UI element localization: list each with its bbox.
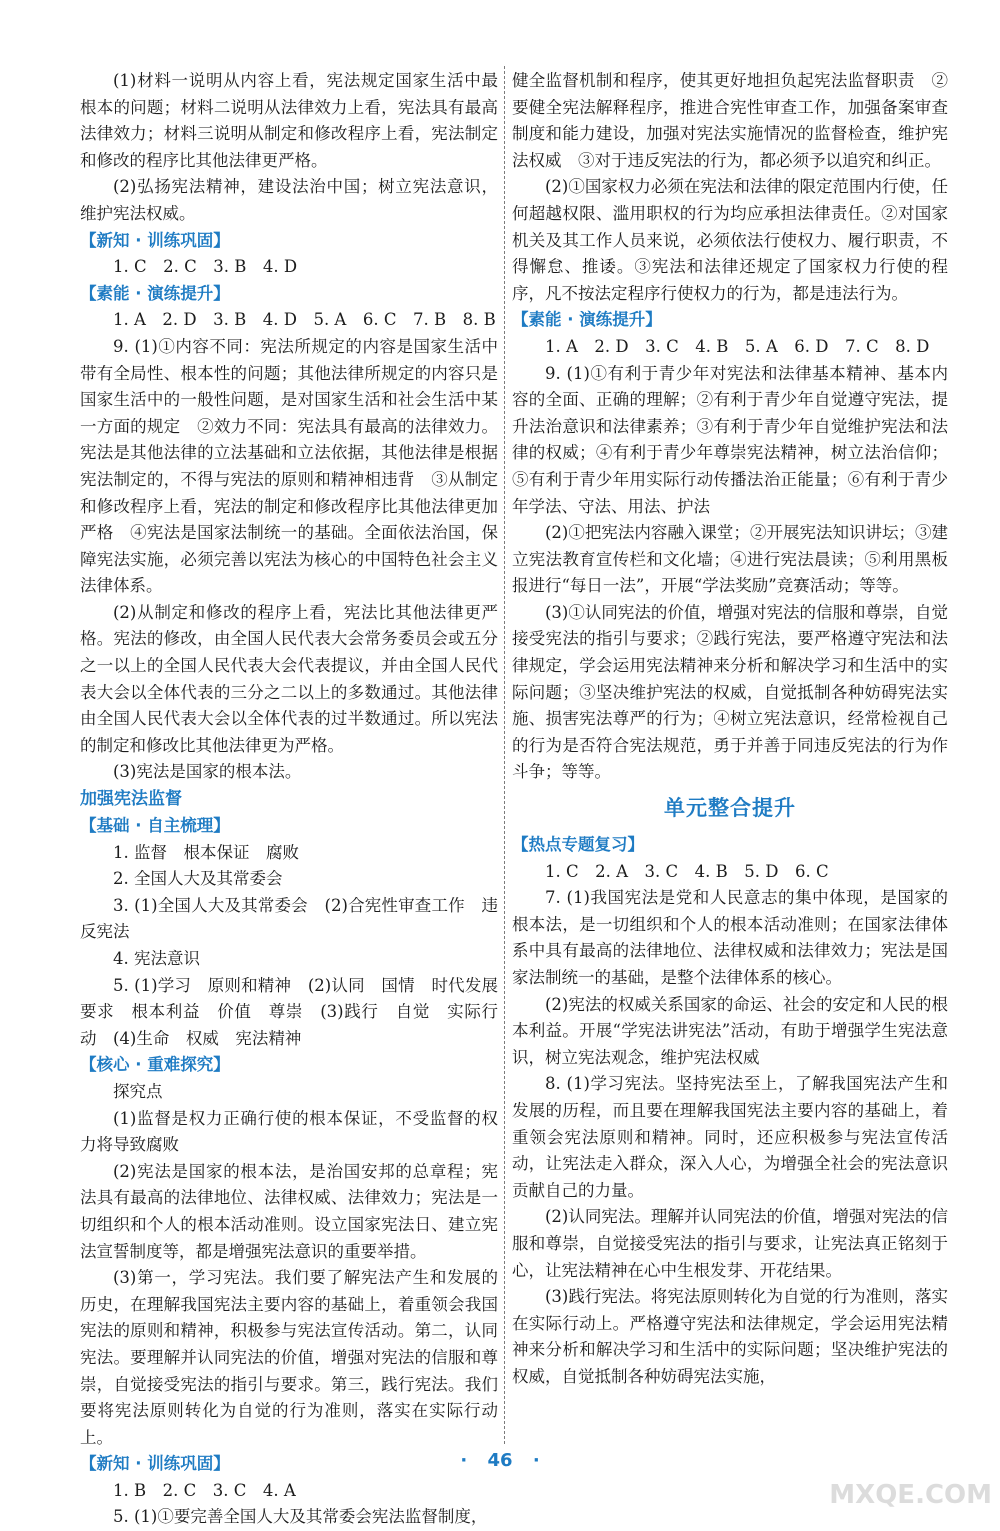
unit-title: 单元整合提升 <box>664 796 796 821</box>
choice-answers: 1. C 2. C 3. B 4. D <box>113 257 298 277</box>
answer-paragraph: (1)材料一说明从内容上看，宪法规定国家生活中最根本的问题；材料二说明从法律效力上看，宪法具有最高法律效力；材料三说明从制定和修改程序上看，宪法制定和修改的程序比其他法律更严格。 <box>80 71 498 170</box>
fill-answer: 1. 监督 根本保证 腐败 <box>113 842 299 862</box>
answer-paragraph: (2)弘扬宪法精神，建设法治中国；树立宪法意识，维护宪法权威。 <box>80 177 498 223</box>
page-footer <box>0 1450 1000 1471</box>
subheading-new-knowledge: 【新知 · 训练巩固】 <box>80 230 230 250</box>
subheading-hot-topics: 【热点专题复习】 <box>512 835 644 855</box>
choice-answers: 1. C 2. A 3. C 4. B 5. D 6. C <box>545 861 829 881</box>
answer-paragraph: (2)①把宪法内容融入课堂；②开展宪法知识讲坛；③建立宪法教育宣传栏和文化墙；④进行宪法晨读；⑤利用黑板报进行“每日一法”，开展“学法奖励”竞赛活动；等等。 <box>512 523 948 596</box>
answer-paragraph: (1)监督是权力正确行使的根本保证，不受监督的权力将导致腐败 <box>80 1108 498 1155</box>
footer-dot: · <box>460 1450 468 1471</box>
answer-paragraph: 8. (1)学习宪法。坚持宪法至上，了解我国宪法产生和发展的历程，而且要在理解我国宪法主要内容的基础上，着重领会宪法原则和精神。同时，还应积极参与宪法宣传活动，让宪法走入群众，深入人心，为增强全社会的宪法意识贡献自己的力量。 <box>512 1074 948 1200</box>
fill-answer: 2. 全国人大及其常委会 <box>113 869 283 889</box>
answer-paragraph: 5. (1)①要完善全国人大及其常委会宪法监督制度， <box>113 1507 488 1527</box>
page-number: 46 <box>487 1450 513 1471</box>
right-column <box>512 68 948 1391</box>
choice-answers: 1. A 2. D 3. B 4. D 5. A 6. C 7. B 8. B <box>113 310 496 330</box>
fill-answer: 3. (1)全国人大及其常委会 (2)合宪性审查工作 违反宪法 <box>80 895 498 942</box>
watermark-logo: MXQE.COM <box>829 1480 992 1510</box>
subheading-new-knowledge: 【新知 · 训练巩固】 <box>80 1454 230 1474</box>
answer-paragraph: (2)从制定和修改的程序上看，宪法比其他法律更严格。宪法的修改，由全国人民代表大会常务委员会或五分之一以上的全国人民代表大会代表提议，并由全国人民代表大会以全体代表的三分之二以上的多数通过。其他法律由全国人民代表大会以全体代表的过半数通过。所以宪法的制定和修改比其他法律更为严格。 <box>80 602 498 755</box>
subheading-ability: 【素能 · 演练提升】 <box>80 283 230 303</box>
answer-paragraph: (2)认同宪法。理解并认同宪法的价值，增强对宪法的信服和尊崇，自觉接受宪法的指引与要求，让宪法真正铭刻于心，让宪法精神在心中生根发芽、开花结果。 <box>512 1207 948 1280</box>
answer-paragraph: (2)①国家权力必须在宪法和法律的限定范围内行使，任何超越权限、滥用职权的行为均应承担法律责任。②对国家机关及其工作人员来说，必须依法行使权力、履行职责，不得懈怠、推诿。③宪法和法律还规定了国家权力行使的程序，凡不按法定程序行使权力的行为，都是违法行为。 <box>512 177 948 303</box>
choice-answers: 1. B 2. C 3. C 4. A <box>113 1480 296 1500</box>
answer-paragraph: (3)①认同宪法的价值，增强对宪法的信服和尊崇，自觉接受宪法的指引与要求；②践行宪法，要严格遵守宪法和法律规定，学会运用宪法精神来分析和解决学习和生活中的实际问题；③坚决维护宪法的权威，自觉抵制各种妨碍宪法实施、损害宪法尊严的行为；④树立宪法意识，经常检视自己的行为是否符合宪法规范，勇于并善于同违反宪法的行为作斗争；等等。 <box>512 602 948 782</box>
subheading-basics: 【基础 · 自主梳理】 <box>80 816 230 836</box>
answer-paragraph: 7. (1)我国宪法是党和人民意志的集中体现，是国家的根本法，是一切组织和个人的根本活动准则；在国家法律体系中具有最高的法律地位、法律权威和法律效力；宪法是国家法制统一的基础，是整个法律体系的核心。 <box>512 888 948 987</box>
answer-paragraph: (3)践行宪法。将宪法原则转化为自觉的行为准则，落实在实际行动上。严格遵守宪法和法律规定，学会运用宪法精神来分析和解决学习和生活中的实际问题；坚决维护宪法的权威，自觉抵制各种妨碍宪法实施， <box>512 1287 948 1386</box>
subheading-core: 【核心 · 重难探究】 <box>80 1055 230 1075</box>
answer-paragraph: 9. (1)①内容不同：宪法所规定的内容是国家生活中带有全局性、根本性的问题；其他法律所规定的内容只是国家生活中的一般性问题，是对国家生活和社会生活中某一方面的规定 ②效力不同：宪法具有最高的法律效力。宪法是其他法律的立法基础和立法依据，其他法律是根据宪法制定的，不得与宪法的原则和精神相违背 ③从制定和修改程序上看，宪法的制定和修改程序比其他法律更加严格 ④宪法是国家法制统一的基础。全面依法治国，保障宪法实施，必须完善以宪法为核心的中国特色社会主义法律体系。 <box>80 336 498 596</box>
left-column <box>80 68 498 1531</box>
answer-paragraph: (2)宪法是国家的根本法，是治国安邦的总章程；宪法具有最高的法律地位、法律权威、法律效力；宪法是一切组织和个人的根本活动准则。设立国家宪法日、建立宪法宣誓制度等，都是增强宪法意识的重要举措。 <box>80 1161 498 1261</box>
subheading-ability: 【素能 · 演练提升】 <box>512 310 662 330</box>
section-title: 加强宪法监督 <box>80 789 182 810</box>
answer-paragraph: 9. (1)①有利于青少年对宪法和法律基本精神、基本内容的全面、正确的理解；②有利于青少年自觉遵守宪法，提升法治意识和法律素养；③有利于青少年自觉维护宪法和法律的权威；④有利于青少年尊崇宪法精神，树立法治信仰；⑤有利于青少年用实际行动传播法治正能量；⑥有利于青少年学法、守法、用法、护法 <box>512 363 948 516</box>
column-divider <box>504 66 505 1444</box>
answer-paragraph: (3)第一，学习宪法。我们要了解宪法产生和发展的历史，在理解我国宪法主要内容的基础上，着重领会我国宪法的原则和精神，积极参与宪法宣传活动。第二，认同宪法。要理解并认同宪法的价值，增强对宪法的信服和尊崇，自觉接受宪法的指引与要求。第三，践行宪法。我们要将宪法原则转化为自觉的行为准则，落实在实际行动上。 <box>80 1268 498 1447</box>
fill-answer: 4. 宪法意识 <box>113 949 200 968</box>
fill-answer: 5. (1)学习 原则和精神 (2)认同 国情 时代发展要求 根本利益 价值 尊崇 (3)践行 自觉 实际行动 (4)生命 权威 宪法精神 <box>80 975 498 1048</box>
choice-answers: 1. A 2. D 3. C 4. B 5. A 6. D 7. C 8. D <box>545 336 930 356</box>
footer-dot: · <box>532 1450 540 1471</box>
answer-paragraph: (3)宪法是国家的根本法。 <box>113 762 302 782</box>
answer-paragraph: 健全监督机制和程序，使其更好地担负起宪法监督职责 ②要健全宪法解释程序，推进合宪性审查工作，加强备案审查制度和能力建设，加强对宪法实施情况的监督检查，维护宪法权威 ③对于违反宪法的行为，都必须予以追究和纠正。 <box>512 71 948 170</box>
answer-paragraph: (2)宪法的权威关系国家的命运、社会的安定和人民的根本利益。开展“学宪法讲宪法”活动，有助于增强学生宪法意识，树立宪法观念，维护宪法权威 <box>512 994 948 1067</box>
explore-label: 探究点 <box>113 1081 163 1101</box>
